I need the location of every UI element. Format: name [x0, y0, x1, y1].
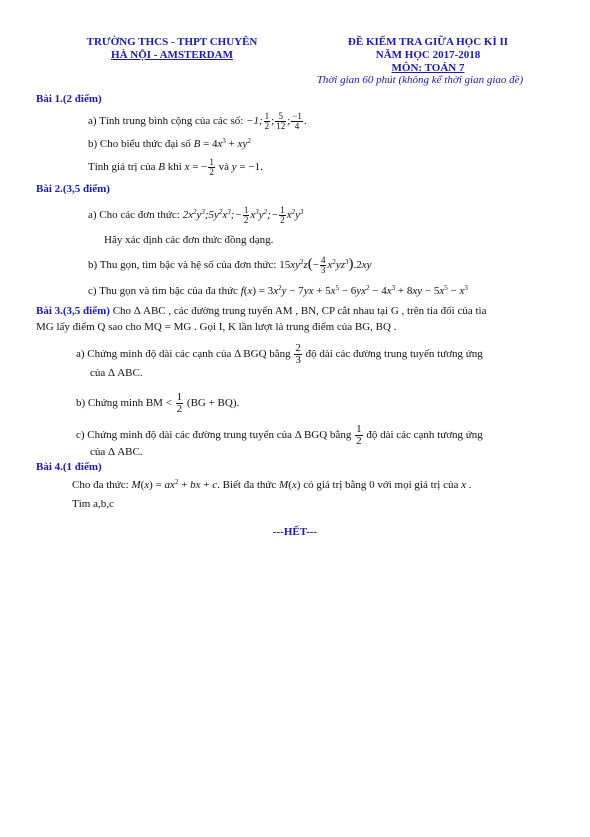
bai3-a3: của Δ ABC. [90, 367, 143, 379]
bai2-a: a) Cho các đơn thức: $2x^2y^3;5y^2x^3;-$ $\frac{1}{2}$ $x^3y^2;-$ $\frac{1}{2}$ $x^2y^3$ [88, 205, 304, 225]
school-name-line2: HÀ NỘI - AMSTERDAM [111, 49, 233, 61]
bai3-title: Bài 3.(3,5 điểm) [36, 305, 110, 317]
bai1-a-text: a) Tính trung bình cộng của các số: [88, 115, 247, 128]
bai1-c-text2: khi [165, 161, 185, 174]
bai4-line2: Tìm a,b,c [72, 498, 114, 510]
exam-header [318, 36, 538, 75]
bai1-c-text1: Tính giá trị của [88, 161, 159, 174]
fraction: $\frac{1}{2}$ [264, 111, 270, 131]
bai3-c1: c) Chứng minh độ dài các đường trung tuyến của Δ BGQ bằng [76, 429, 355, 442]
fraction: $\frac{1}{2}$ [209, 157, 214, 177]
bai1-a: a) Tính trung bình cộng của các số: −1; $\frac{1}{2}$ ; $\frac{5}{12}$ ; $\frac{-1}{4}$ . [88, 111, 307, 131]
bai3-b [76, 392, 239, 415]
school-name-line1: TRƯỜNG THCS - THPT CHUYÊN [86, 36, 258, 48]
bai2-b-text: b) Thu gọn, tìm bậc và hệ số của đơn thức: [88, 259, 280, 272]
end-marker: ---HẾT--- [272, 526, 318, 538]
bai3-c [76, 424, 483, 447]
fraction: $\frac{5}{12}$ [276, 111, 286, 131]
bai2-c: c) Thu gọn và tìm bậc của đa thức $f(x) = 3x^2y - 7yx + 5x^5 - 6yx^2 - 4x^3 + 8xy - 5x^5 - x^3$ [88, 284, 468, 297]
bai3-a2: độ dài các đường trung tuyến tương ứng [302, 348, 483, 361]
bai3-c2: độ dài các cạnh tương ứng [363, 429, 483, 442]
school-header [62, 36, 282, 62]
fraction: $\frac{-1}{4}$ [292, 111, 302, 131]
bai3-b1: b) Chứng minh BM < [76, 397, 175, 410]
bai3-intro2: MG lấy điểm Q sao cho MQ = MG . Gọi I, K lần lượt là trung điểm của BG, BQ . [36, 321, 397, 333]
school-year: NĂM HỌC 2017-2018 [375, 49, 481, 61]
bai4-line1a: Cho đa thức: [72, 479, 132, 491]
fraction: $\frac{1}{2}$ [243, 205, 249, 225]
bai3-intro1-text: Cho Δ ABC , các đường trung tuyến AM , BN, CP cắt nhau tại G , trên tia đối của tia [109, 305, 487, 317]
bai3-intro1 [36, 304, 486, 318]
bai2-title: Bài 2.(3,5 điểm) [36, 183, 110, 195]
bai4-line1: Cho đa thức: $M(x) = ax^2$ + bx + c. Biết đa thức M(x) có giá trị bằng 0 với mọi giá trị của x . [72, 478, 472, 491]
bai4-title: Bài 4.(1 điểm) [36, 461, 102, 473]
bai2-a-sub: Hãy xác định các đơn thức đồng dạng. [104, 234, 274, 246]
bai2-b: b) Thu gọn, tìm bậc và hệ số của đơn thức: $15xy^2z(-$ $\frac{4}{3}$ $x^2yz^3).2xy$ [88, 255, 372, 275]
bai1-b-text: b) Cho biểu thức đại số [88, 138, 194, 150]
bai4-line1b: . Biết đa thức [217, 479, 280, 491]
fraction: $\frac{1}{2}$ [280, 205, 285, 225]
time-limit: Thời gian 60 phút (không kể thời gian giao đề) [316, 74, 524, 86]
bai3-b2: (BG + BQ). [184, 397, 240, 410]
bai2-a-text: a) Cho các đơn thức: [88, 209, 183, 222]
bai4-line1c: có giá trị bằng 0 với mọi giá trị của [300, 479, 462, 491]
bai1-b: b) Cho biểu thức đại số $B = 4x^3 + xy^2$ [88, 137, 251, 150]
bai2-c-text: c) Thu gọn và tìm bậc của đa thức [88, 285, 241, 297]
fraction: $\frac{1}{2}$ [176, 391, 183, 415]
fraction: $\frac{2}{3}$ [295, 342, 301, 366]
bai1-title: Bài 1.(2 điểm) [36, 93, 102, 105]
fraction: $\frac{4}{3}$ [320, 255, 326, 275]
bai3-c3: của Δ ABC. [90, 446, 143, 458]
fraction: $\frac{1}{2}$ [356, 423, 362, 447]
subject: MÔN: TOÁN 7 [391, 62, 465, 74]
bai1-c-text3: và [215, 161, 232, 174]
bai3-a1: a) Chứng minh độ dài các cạnh của Δ BGQ bằng [76, 348, 294, 361]
bai3-a [76, 343, 483, 366]
bai1-c: Tính giá trị của B khi x = − $\frac{1}{2}$ và y = −1. [88, 157, 263, 177]
exam-title: ĐỀ KIỂM TRA GIỮA HỌC KÌ II [347, 36, 509, 48]
